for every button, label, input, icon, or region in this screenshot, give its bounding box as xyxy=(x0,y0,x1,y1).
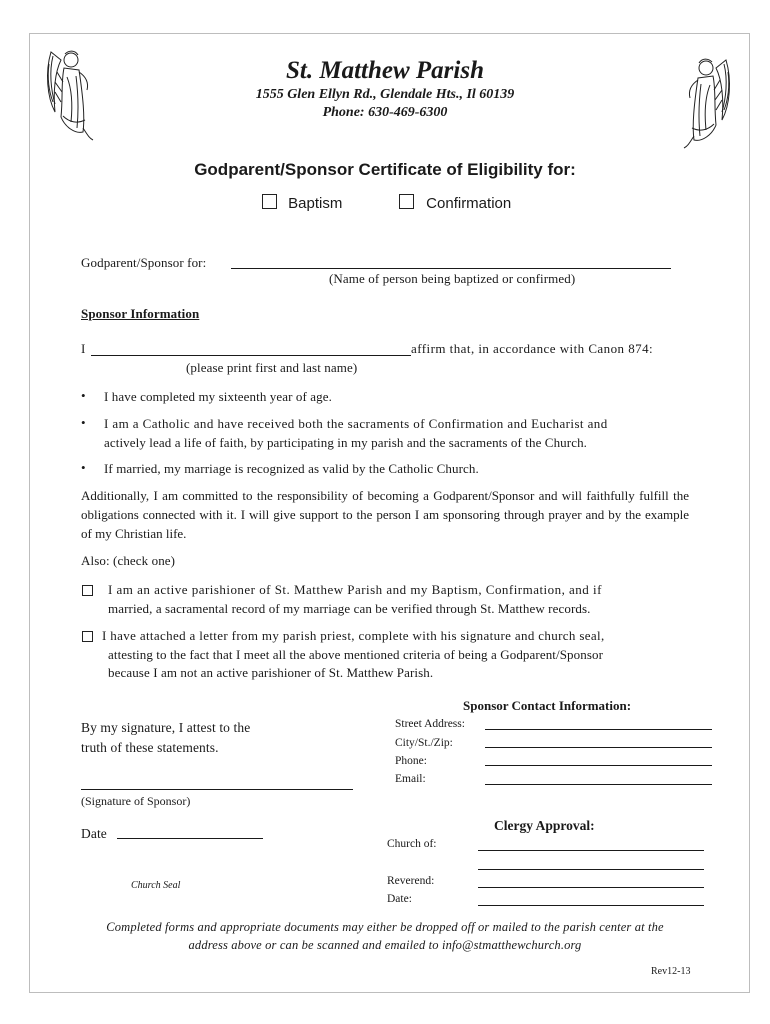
attached-letter-line1: I have attached a letter from my parish priest, complete with his signature and church seal, xyxy=(102,628,605,643)
phone-field[interactable] xyxy=(485,765,712,766)
active-parishioner-checkbox[interactable] xyxy=(82,583,93,601)
sponsor-name-hint: (please print first and last name) xyxy=(186,360,358,375)
clergy-heading: Clergy Approval: xyxy=(494,818,595,833)
church-of-label: Church of: xyxy=(387,838,437,850)
reverend-label: Reverend: xyxy=(387,875,435,887)
confirmation-checkbox[interactable] xyxy=(399,194,414,209)
baptism-label: Baptism xyxy=(288,195,343,212)
clergy-date-label: Date: xyxy=(387,893,412,905)
footer-line2: address above or can be scanned and emailed to info@stmatthewchurch.org xyxy=(188,938,582,952)
godparent-for-field[interactable] xyxy=(231,268,671,269)
sponsor-info-heading: Sponsor Information xyxy=(81,306,200,321)
bullet-dot: • xyxy=(81,415,86,430)
confirmation-option[interactable] xyxy=(399,194,511,212)
reverend-field[interactable] xyxy=(478,887,704,888)
active-parishioner-line2: married, a sacramental record of my marriage can be verified through St. Matthew records. xyxy=(108,601,591,616)
parish-address: 1555 Glen Ellyn Rd., Glendale Hts., Il 60139 xyxy=(255,87,515,102)
contact-heading: Sponsor Contact Information: xyxy=(463,698,632,713)
attest-line2: truth of these statements. xyxy=(81,740,219,755)
baptism-checkbox[interactable] xyxy=(262,194,277,209)
bullet-married: If married, my marriage is recognized as valid by the Catholic Church. xyxy=(104,461,479,476)
bullet-dot: • xyxy=(81,460,86,475)
certificate-title: Godparent/Sponsor Certificate of Eligibility for: xyxy=(194,160,576,179)
church-of-field-2[interactable] xyxy=(478,869,704,870)
date-field[interactable] xyxy=(117,838,263,839)
confirmation-label: Confirmation xyxy=(426,195,512,212)
signature-field[interactable] xyxy=(81,789,353,790)
email-label: Email: xyxy=(395,773,426,785)
church-of-field[interactable] xyxy=(478,850,704,851)
signature-label: (Signature of Sponsor) xyxy=(81,794,191,808)
street-address-field[interactable] xyxy=(485,729,712,730)
footer-line1: Completed forms and appropriate documents may either be dropped off or mailed to the parish center at the xyxy=(106,920,664,934)
parish-phone: Phone: 630-469-6300 xyxy=(322,105,448,120)
bullet-catholic-line2: actively lead a life of faith, by participating in my parish and the sacraments of the Church. xyxy=(104,435,588,450)
godparent-for-label: Godparent/Sponsor for: xyxy=(81,255,207,270)
email-field[interactable] xyxy=(485,784,712,785)
sponsor-name-field[interactable] xyxy=(91,355,411,356)
bullet-age: I have completed my sixteenth year of age. xyxy=(104,389,332,404)
additionally-paragraph: Additionally, I am committed to the responsibility of becoming a Godparent/Sponsor and will faithfully fulfill the obligations connected with it. I will give support to the person I am sponsoring through prayer and by the example of my Christian life. xyxy=(81,488,689,541)
attached-letter-line2: attesting to the fact that I meet all the above mentioned criteria of being a Godparent/Sponsor xyxy=(108,647,604,662)
bullet-catholic-line1: I am a Catholic and have received both the sacraments of Confirmation and Eucharist and xyxy=(104,416,608,431)
active-parishioner-line1: I am an active parishioner of St. Matthew Parish and my Baptism, Confirmation, and if xyxy=(108,582,602,597)
parish-name: St. Matthew Parish xyxy=(286,57,484,84)
baptism-option[interactable] xyxy=(262,194,342,212)
revision-label: Rev12-13 xyxy=(651,966,691,977)
affirm-prefix: I xyxy=(81,341,86,356)
clergy-date-field[interactable] xyxy=(478,905,704,906)
city-state-zip-field[interactable] xyxy=(485,747,712,748)
city-state-zip-label: City/St./Zip: xyxy=(395,737,453,749)
attached-letter-checkbox[interactable] xyxy=(82,629,93,647)
bullet-dot: • xyxy=(81,388,86,403)
phone-label: Phone: xyxy=(395,755,427,767)
godparent-for-hint: (Name of person being baptized or confirmed) xyxy=(329,271,576,286)
affirm-suffix: affirm that, in accordance with Canon 874: xyxy=(411,341,654,356)
street-address-label: Street Address: xyxy=(395,718,465,730)
attest-line1: By my signature, I attest to the xyxy=(81,720,251,735)
date-label: Date xyxy=(81,826,107,841)
attached-letter-line3: because I am not an active parishioner of St. Matthew Parish. xyxy=(108,665,434,680)
church-seal-label: Church Seal xyxy=(131,880,181,891)
also-check-one: Also: (check one) xyxy=(81,553,176,568)
